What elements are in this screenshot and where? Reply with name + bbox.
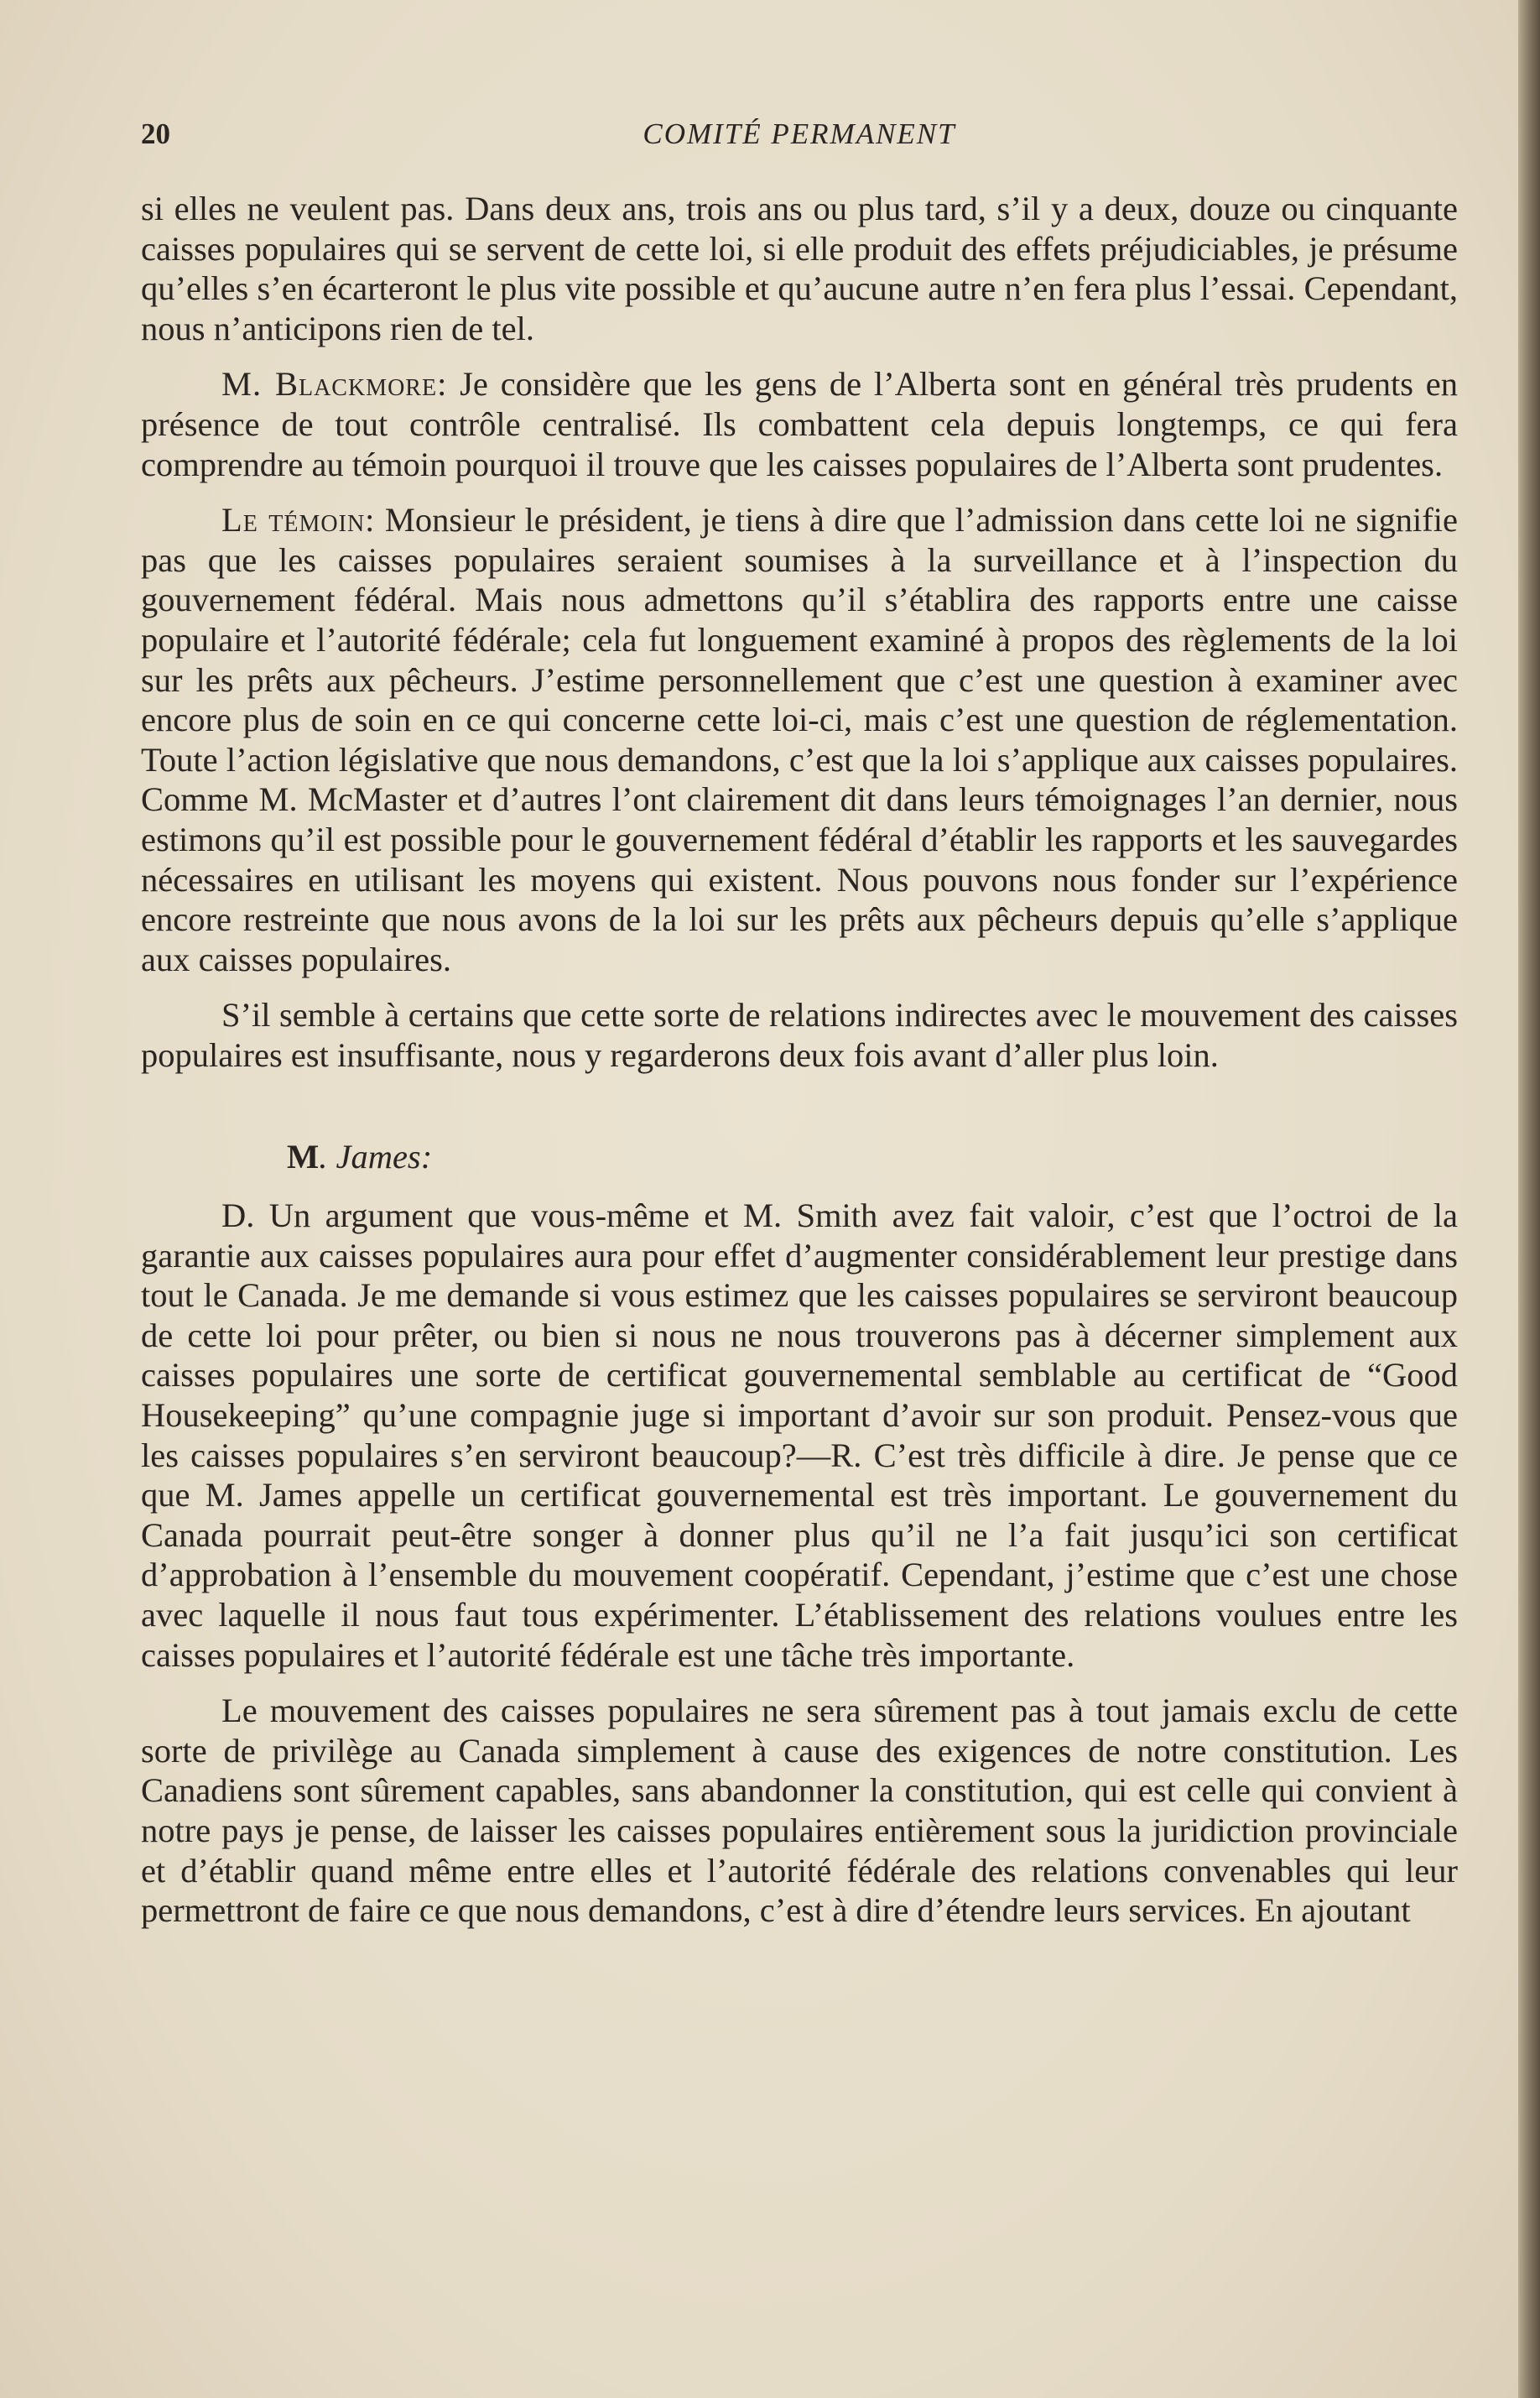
paragraph-constitution: Le mouvement des caisses populaires ne sera sûrement pas à tout jamais exclu de cette sorte de privilège au Canada simplement à cause des exigences de notre constitution. Les Canadiens sont sûrement capables, sans abandonner la constitution, qui est celle qui convient à notre pays je pense, de laisser les caisses populaires entièrement sous la juridiction provinciale et d’établir quand même entre elles et l’autorité fédérale des relations convenables qui leur permettront de faire ce que nous demandons, c’est à dire d’étendre leurs services. En ajoutant — [141, 1692, 1458, 1930]
running-title: COMITÉ PERMANENT — [643, 117, 956, 150]
body-text — [141, 189, 1458, 1947]
paragraph-question-answer: D. Un argument que vous-même et M. Smith avez fait valoir, c’est que l’octroi de la garantie aux caisses populaires aura pour effet d’augmenter considérablement leur prestige dans tout le Canada. Je me demande si vous estimez que les caisses populaires se serviront beaucoup de cette loi pour prêter, ou bien si nous ne nous trouverons pas à décerner simplement aux caisses populaires une sorte de certificat gouvernemental semblable au certificat de “Good Housekeeping” qu’une compagnie juge si important d’avoir sur son produit. Pensez-vous que les caisses populaires s’en serviront beaucoup?—R. C’est très difficile à dire. Je pense que ce que M. James appelle un certificat gouvernemental est très important. Le gouvernement du Canada pourrait peut-être songer à donner plus qu’il ne l’a fait jusqu’ici son certificat d’approbation à l’ensemble du mouvement coopératif. Cependant, j’estime que c’est une chose avec laquelle il nous faut tous expérimenter. L’établissement des relations voulues entre les caisses populaires et l’autorité fédérale est une tâche très importante. — [141, 1196, 1458, 1674]
paragraph-blackmore — [141, 364, 1458, 484]
blackmore-statement: Je considère que les gens de l’Alberta sont en général très prudents en présence de tout contrôle centralisé. Ils combattent cela depuis longtemps, ce qui fera comprendre au témoin pourquoi il trouve que les caisses populaires de l’Alberta sont prudentes. — [141, 365, 1458, 483]
speaker-witness: Le témoin: — [221, 501, 376, 540]
paragraph-witness-followup: S’il semble à certains que cette sorte de relations indirectes avec le mouvement des caisses populaires est insuffisante, nous y regarderons deux fois avant d’aller plus loin. — [141, 996, 1458, 1074]
page-binding-edge — [1518, 0, 1540, 2398]
speaker-blackmore: M. Blackmore: — [221, 365, 448, 404]
heading-name: . James: — [319, 1138, 433, 1176]
witness-statement: Monsieur le président, je tiens à dire que l’admission dans cette loi ne signifie pas que les caisses populaires seraient soumises à la surveillance et à l’inspection du gouvernement fédéral. Mais nous admettons qu’il s’établira des rapports entre une caisse populaire et l’autorité fédérale; cela fut longuement examiné à propos des règlements de la loi sur les prêts aux pêcheurs. J’estime personnellement que c’est une question à examiner avec encore plus de soin en ce qui concerne cette loi-ci, mais c’est une question de réglementation. Toute l’action législative que nous demandons, c’est que la loi s’applique aux caisses populaires. Comme M. McMaster et d’autres l’ont clairement dit dans leurs témoignages l’an dernier, nous estimons qu’il est possible pour le gouvernement fédéral d’établir les rapports et les sauvegardes nécessaires en utilisant les moyens qui existent. Nous pouvons nous fonder sur l’expérience encore restreinte que nous avons de la loi sur les prêts aux pêcheurs depuis qu’elle s’applique aux caisses populaires. — [141, 501, 1458, 978]
page-header — [141, 117, 1458, 159]
paragraph-continuation: si elles ne veulent pas. Dans deux ans, trois ans ou plus tard, s’il y a deux, douze ou cinquante caisses populaires qui se servent de cette loi, si elle produit des effets préjudiciables, je présume qu’elles s’en écarteront le plus vite possible et qu’aucune autre n’en fera plus l’essai. Cependant, nous n’anticipons rien de tel. — [141, 190, 1458, 347]
speaker-heading-james — [141, 1137, 1458, 1177]
page-number: 20 — [141, 117, 170, 150]
heading-initial: M — [287, 1138, 320, 1176]
paragraph-witness — [141, 500, 1458, 979]
